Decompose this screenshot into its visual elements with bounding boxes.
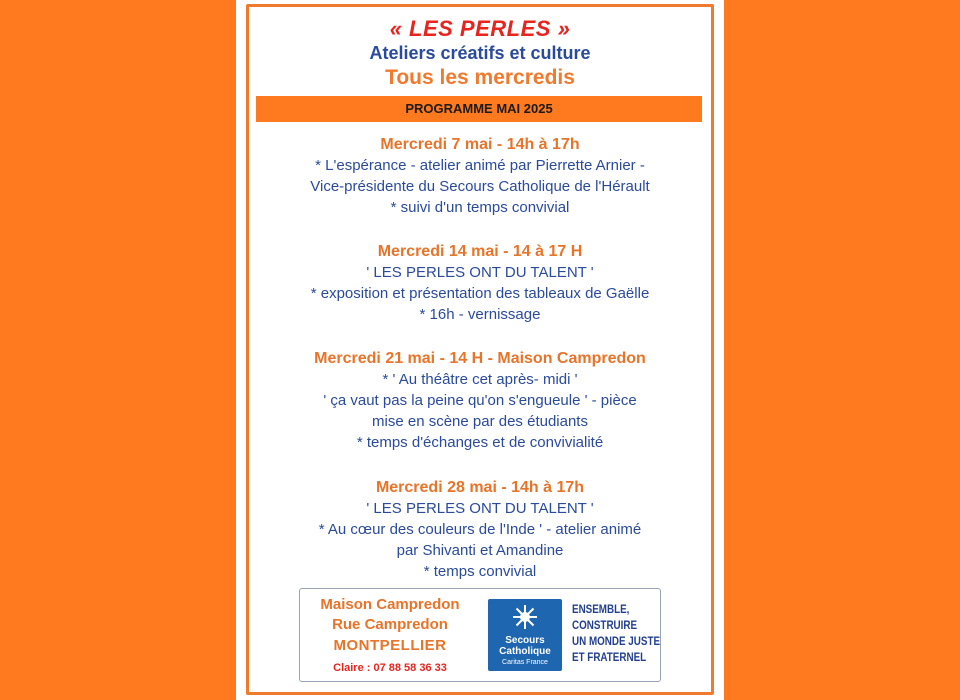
- event-line: * suivi d'un temps convivial: [390, 199, 570, 216]
- slogan-line: UN MONDE JUSTE: [572, 634, 661, 648]
- address-street: Rue Campredon: [332, 616, 448, 633]
- event-line: * ' Au théâtre cet après- midi ': [382, 371, 578, 388]
- slogan-line: CONSTRUIRE: [572, 618, 638, 632]
- contact-phone: Claire : 07 88 58 36 33: [333, 662, 447, 674]
- logo-name-line-2: Catholique: [499, 646, 551, 657]
- event-line: mise en scène par des étudiants: [372, 413, 588, 430]
- slogan-line: ET FRATERNEL: [572, 650, 647, 664]
- address-place: Maison Campredon: [320, 596, 460, 613]
- event-line: ' ça vaut pas la peine qu'on s'engueule ' - pièce: [323, 392, 637, 409]
- event-title: Mercredi 21 mai - 14 H - Maison Campredon: [314, 350, 646, 367]
- slogan: [572, 601, 661, 665]
- cross-emblem-icon: [512, 604, 538, 630]
- event-line: * L'espérance - atelier animé par Pierrette Arnier -: [315, 157, 645, 174]
- event-title: Mercredi 28 mai - 14h à 17h: [375, 479, 585, 496]
- poster: [236, 0, 724, 700]
- poster-frequency: Tous les mercredis: [385, 66, 575, 89]
- slogan-line: ENSEMBLE,: [572, 602, 630, 616]
- logo-subtitle: Caritas France: [502, 659, 548, 666]
- event-2: [236, 241, 724, 325]
- event-3: [236, 348, 724, 453]
- address-text: [300, 595, 480, 677]
- program-banner: PROGRAMME MAI 2025: [256, 96, 702, 122]
- event-line: * Au cœur des couleurs de l'Inde ' - atelier animé: [318, 521, 642, 538]
- event-1: [236, 134, 724, 218]
- event-line: * 16h - vernissage: [419, 306, 541, 323]
- event-line: * temps convivial: [423, 563, 537, 580]
- event-line: ' LES PERLES ONT DU TALENT ': [366, 500, 594, 517]
- secours-catholique-logo: [488, 599, 562, 671]
- poster-title: « LES PERLES »: [389, 16, 571, 41]
- event-line: * exposition et présentation des tableaux de Gaëlle: [310, 285, 650, 302]
- address-city: MONTPELLIER: [333, 637, 447, 654]
- address-box: [299, 588, 661, 682]
- event-line: Vice-présidente du Secours Catholique de l'Hérault: [310, 178, 650, 195]
- event-title: Mercredi 14 mai - 14 à 17 H: [377, 243, 583, 260]
- logo-name-line-1: Secours: [505, 635, 545, 646]
- event-line: * temps d'échanges et de convivialité: [356, 434, 604, 451]
- event-4: [236, 477, 724, 582]
- poster-subtitle: Ateliers créatifs et culture: [369, 43, 591, 63]
- event-line: par Shivanti et Amandine: [396, 542, 564, 559]
- event-line: ' LES PERLES ONT DU TALENT ': [366, 264, 594, 281]
- event-title: Mercredi 7 mai - 14h à 17h: [380, 136, 580, 153]
